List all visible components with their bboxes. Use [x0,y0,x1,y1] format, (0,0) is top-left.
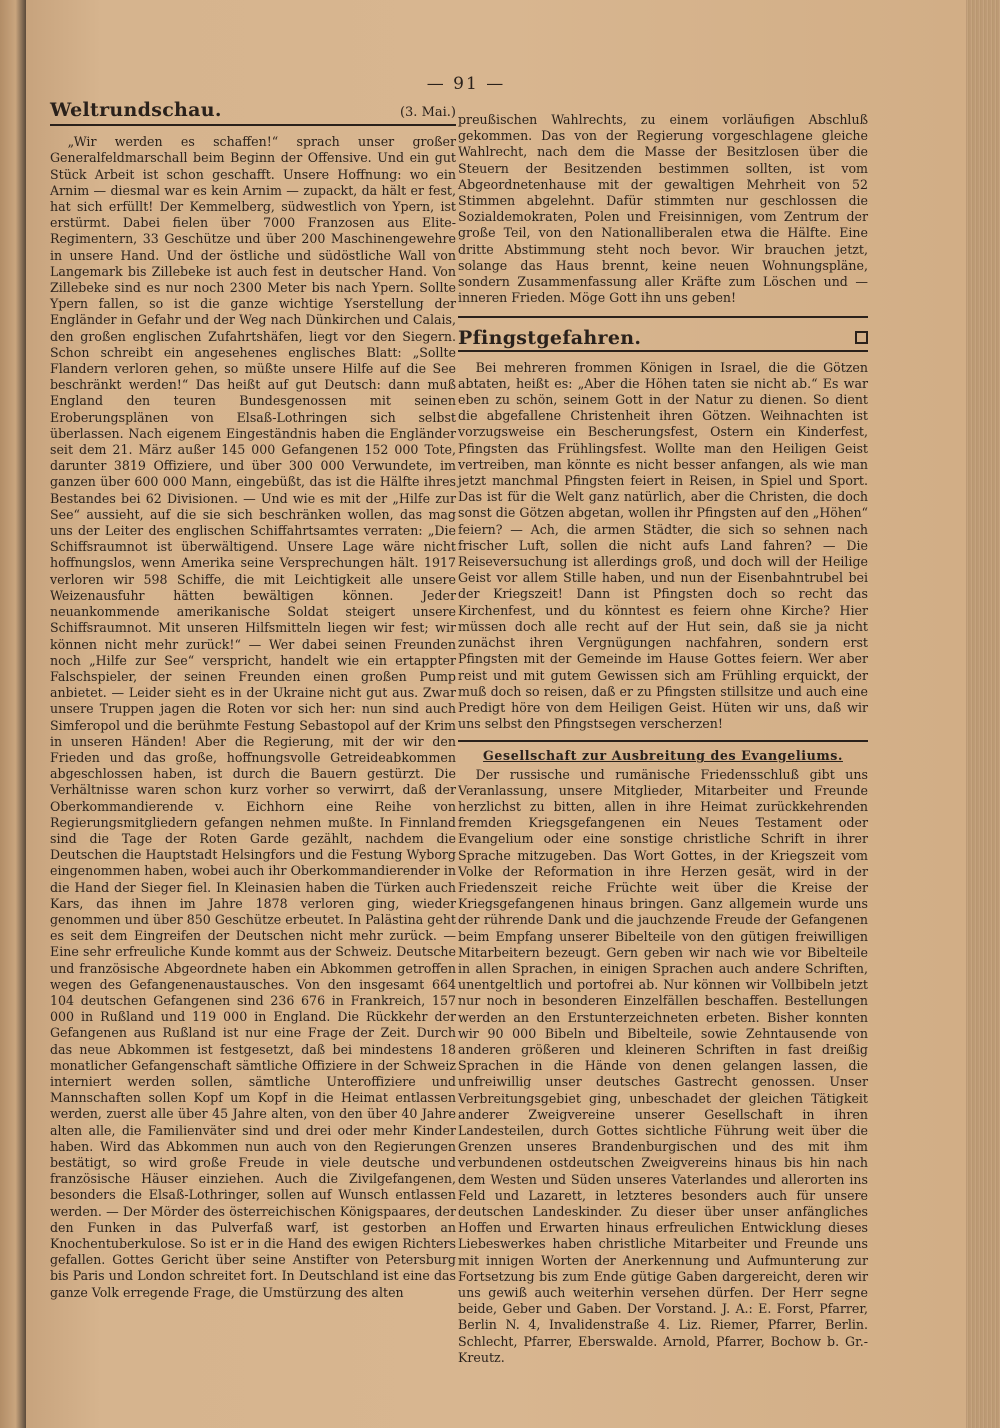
previous-page-edge [0,0,26,1428]
notice-text: Der russische und rumänische Friedensschluß gibt uns Veranlassung, unsere Mitglieder, Mitarbeiter und Freunde herzlichst zu bitten, allen in ihre Heimat zurückkehrenden fremden Kriegsgefangenen ein Neues Testament oder Evangelium oder eine sonstige christliche Schrift in ihrer Sprache mitzugeben. Das Wort Gottes, in der Kriegszeit vom Volke der Reformation in ihre Herzen gesät, wird in der Friedenszeit reiche Früchte weit über die Kreise der Kriegsgefangenen hinaus bringen. Ganz allgemein wurde uns der rührende Dank und die jauchzende Freude der Gefangenen beim Empfang unserer Bibelteile von den gütigen freiwilligen Mitarbeitern bezeugt. Gern geben wir nach wie vor Bibelteile in allen Sprachen, in einigen Sprachen auch andere Schriften, unentgeltlich und portofrei ab. Nur können wir Vollbibeln jetzt nur noch in besonderen Einzelfällen beschaffen. Bestellungen werden an den Erstunterzeichneten erbeten. Bisher konnten wir 90 000 Bibeln und Bibelteile, sowie Zehntausende von anderen größeren und kleineren Schriften in fast dreißig Sprachen in die Hände von denen gelangen lassen, die unfreiwillig unser deutsches Gastrecht genossen. Unser Verbreitungsgebiet ging, unbeschadet der gleichen Tätigkeit anderer Zweigvereine unserer Gesellschaft in ihren Landesteilen, durch Gottes sichtliche Führung weit über die Grenzen unseres Brandenburgischen und des mit ihm verbundenen ostdeutschen Zweigvereins hinaus bis hin nach dem Westen und Süden unseres Vaterlandes und allerorten ins Feld und Lazarett, in letzteres besonders auch für unsere deutschen Landeskinder. Zu dieser über unser anfängliches Hoffen und Erwarten hinaus erfreulichen Entwicklung dieses Liebeswerkes haben christliche Mitarbeiter und Freunde uns mit innigen Worten der Anerkennung und Aufmunterung zur Fortsetzung bis zum Ende gütige Gaben dargereicht, deren wir uns gewiß auch weiterhin versehen dürfen. Der Herr segne beide, Geber und Gaben. Der Vorstand. J. A.: E. Forst, Pfarrer, Berlin N. 4, Invalidenstraße 4. Liz. Riemer, Pfarrer, Berlin. Schlecht, Pfarrer, Eberswalde. Arnold, Pfarrer, Bochow b. Gr.-Kreutz. [458,766,868,1365]
section-date: (3. Mai.) [399,105,456,120]
weltrundschau-header [50,99,456,126]
column-divider [458,740,868,742]
pfingstgefahren-header [458,327,868,351]
weltrundschau-continuation: preußischen Wahlrechts, zu einem vorläufigen Abschluß gekommen. Das von der Regierung vorgeschlagene gleiche Wahlrecht, nach dem die Masse der Besitzlosen über die Steuern der Besitzenden bestimmen sollten, ist vom Abgeordnetenhause mit der gewaltigen Mehrheit von 52 Stimmen abgelehnt. Dafür stimmten nur geschlossen die Sozialdemokraten, Polen und Freisinnigen, vom Zentrum der große Teil, von den Nationalliberalen etwa die Hälfte. Eine dritte Abstimmung steht noch bevor. Wir brauchen jetzt, solange das Haus brennt, keine neuen Wohnungspläne, sondern Zusammenfassung aller Kräfte zum Löschen und — inneren Frieden. Möge Gott ihn uns geben! [458,112,868,306]
page [26,0,966,1428]
notice-title: Gesellschaft zur Ausbreitung des Evangeliums. [483,748,843,764]
book-page-stack-edge [966,0,1000,1428]
column-divider [458,316,868,318]
weltrundschau-text: „Wir werden es schaffen!“ sprach unser großer Generalfeldmarschall beim Beginn der Offensive. Und ein gut Stück Arbeit ist schon geschafft. Unsere Hoffnung: wo ein Arnim — diesmal war es kein Arnim — zupackt, da hält er fest, hat sich erfüllt! Der Kemmelberg, südwestlich von Ypern, ist erstürmt. Dabei fielen über 7000 Franzosen aus Elite-Regimentern, 33 Geschütze und über 200 Maschinengewehre in unsere Hand. Und der östliche und südöstliche Wall von Langemark bis Zillebeke ist auch fest in deutscher Hand. Von Zillebeke sind es nur noch 2300 Meter bis nach Ypern. Sollte Ypern fallen, so ist die ganze wichtige Yserstellung der Engländer in Gefahr und der Weg nach Dünkirchen und Calais, den großen englischen Zufahrtshäfen, liegt vor den Siegern. Schon schreibt ein angesehenes englisches Blatt: „Sollte Flandern verloren gehen, so müßte unsere Hilfe auf die See beschränkt werden!“ Das heißt auf gut Deutsch: dann muß England den teuren Bundesgenossen mit seinen Eroberungsplänen von Elsaß-Lothringen sich selbst überlassen. Nach eigenem Eingeständnis haben die Engländer seit dem 21. März außer 145 000 Gefangenen 152 000 Tote, darunter 3819 Offiziere, und über 300 000 Verwundete, im ganzen über 600 000 Mann, eingebüßt, das ist die Hälfte ihres Bestandes bei 62 Divisionen. — Und wie es mit der „Hilfe zur See“ aussieht, auf die sie sich beschränken wollen, das mag uns der Leiter des englischen Schiffahrtsamtes verraten: „Die Schiffsraumnot ist überwältigend. Unsere Lage wäre nicht hoffnungslos, wenn Amerika seine Versprechungen hält. 1917 verloren wir 598 Schiffe, die mit Leichtigkeit alle unsere Weizenausfuhr hätten bewältigen können. Jeder neuankommende amerikanische Soldat steigert unsere Schiffsraumnot. Mit unseren Hilfsmitteln liegen wir fest; wir können nicht mehr zurück!“ — Wer dabei seinen Freunden noch „Hilfe zur See“ verspricht, handelt wie ein ertappter Falschspieler, der seinen Freunden einen großen Pump anbietet. — Leider sieht es in der Ukraine nicht gut aus. Zwar unsere Truppen jagen die Roten vor sich her: nun sind auch Simferopol und die berühmte Festung Sebastopol auf der Krim in unseren Händen! Aber die Regierung, mit der wir den Frieden und das große, hoffnungsvolle Getreideabkommen abgeschlossen haben, ist durch die Bauern gestürzt. Die Verhältnisse waren schon kurz vorher so verwirrt, daß der Oberkommandierende v. Eichhorn eine Reihe von Regierungsmitgliedern gefangen nehmen mußte. In Finnland sind die Tage der Roten Garde gezählt, nachdem die Deutschen die Hauptstadt Helsingfors und die Festung Wyborg eingenommen haben, wobei auch ihr Oberkommandierender in die Hand der Sieger fiel. In Kleinasien haben die Türken auch Kars, das ihnen im Jahre 1878 verloren ging, wieder genommen und über 850 Geschütze erbeutet. In Palästina geht es seit dem Eingreifen der Deutschen nicht mehr zurück. — Eine sehr erfreuliche Kunde kommt aus der Schweiz. Deutsche und französische Abgeordnete haben ein Abkommen getroffen wegen des Gefangenenaustausches. Von den insgesamt 664 104 deutschen Gefangenen sind 236 676 in Frankreich, 157 000 in Rußland und 119 000 in England. Die Rückkehr der Gefangenen aus Rußland ist nur eine Frage der Zeit. Durch das neue Abkommen ist festgesetzt, daß bei mindestens 18 monatlicher Gefangenschaft sämtliche Offiziere in der Schweiz interniert werden sollen, sämtliche Unteroffiziere und Mannschaften sollen Kopf um Kopf in die Heimat entlassen werden, zuerst alle über 45 Jahre alten, von den über 40 Jahre alten alle, die Familienväter sind und drei oder mehr Kinder haben. Wird das Abkommen nun auch von den Regierungen bestätigt, so wird große Freude in viele deutsche und französische Häuser einziehen. Auch die Zivilgefangenen, besonders die Elsaß-Lothringer, sollen auf Wunsch entlassen werden. — Der Mörder des österreichischen Königspaares, der den Funken in das Pulverfaß warf, ist gestorben an Knochentuberkulose. So ist er in die Hand des ewigen Richters gefallen. Gottes Gericht über seine Anstifter von Petersburg bis Paris und London schreitet fort. In Deutschland ist eine das ganze Volk erregende Frage, die Umstürzung des alten [50,134,456,1300]
section-title-weltrundschau: Weltrundschau. [50,99,222,121]
page-number: — 91 — [426,74,506,94]
right-column [458,112,868,1366]
pfingstgefahren-text: Bei mehreren frommen Königen in Israel, die die Götzen abtaten, heißt es: „Aber die Höhen taten sie nicht ab.“ Es war eben zu schön, seinem Gott in der Natur zu dienen. So dient die abgefallene Christenheit ihren Götzen. Weihnachten ist vorzugsweise ein Bescherungsfest, Ostern ein Kinderfest, Pfingsten das Frühlingsfest. Wollte man den Heiligen Geist vertreiben, man könnte es nicht besser anfangen, als wie man jetzt manchmal Pfingsten feiert in Reisen, in Spiel und Sport. Das ist für die Welt ganz natürlich, aber die Christen, die doch sonst die Götzen abgetan, wollen ihr Pfingsten auf den „Höhen“ feiern? — Ach, die armen Städter, die sich so sehnen nach frischer Luft, sollen die nicht aufs Land fahren? — Die Reiseversuchung ist allerdings groß, und doch will der Heilige Geist vor allem Stille haben, und nun der Eisenbahntrubel bei der Kriegszeit! Dann ist Pfingsten doch so recht das Kirchenfest, und du könntest es feiern ohne Kirche? Hier müssen doch alle recht auf der Hut sein, daß sie ja nicht zunächst ihren Vergnügungen nachfahren, sondern erst Pfingsten mit der Gemeinde im Hause Gottes feiern. Wer aber reist und mit gutem Gewissen sich am Frühling erquickt, der muß doch so reisen, daß er zu Pfingsten stillsitze und auch eine Predigt höre von dem Heiligen Geist. Hüten wir uns, daß wir uns selbst den Pfingstsegen verscherzen! [458,359,868,732]
section-title-pfingstgefahren: Pfingstgefahren. [458,327,642,350]
left-column [50,99,456,1301]
square-ornament-icon [855,331,868,344]
